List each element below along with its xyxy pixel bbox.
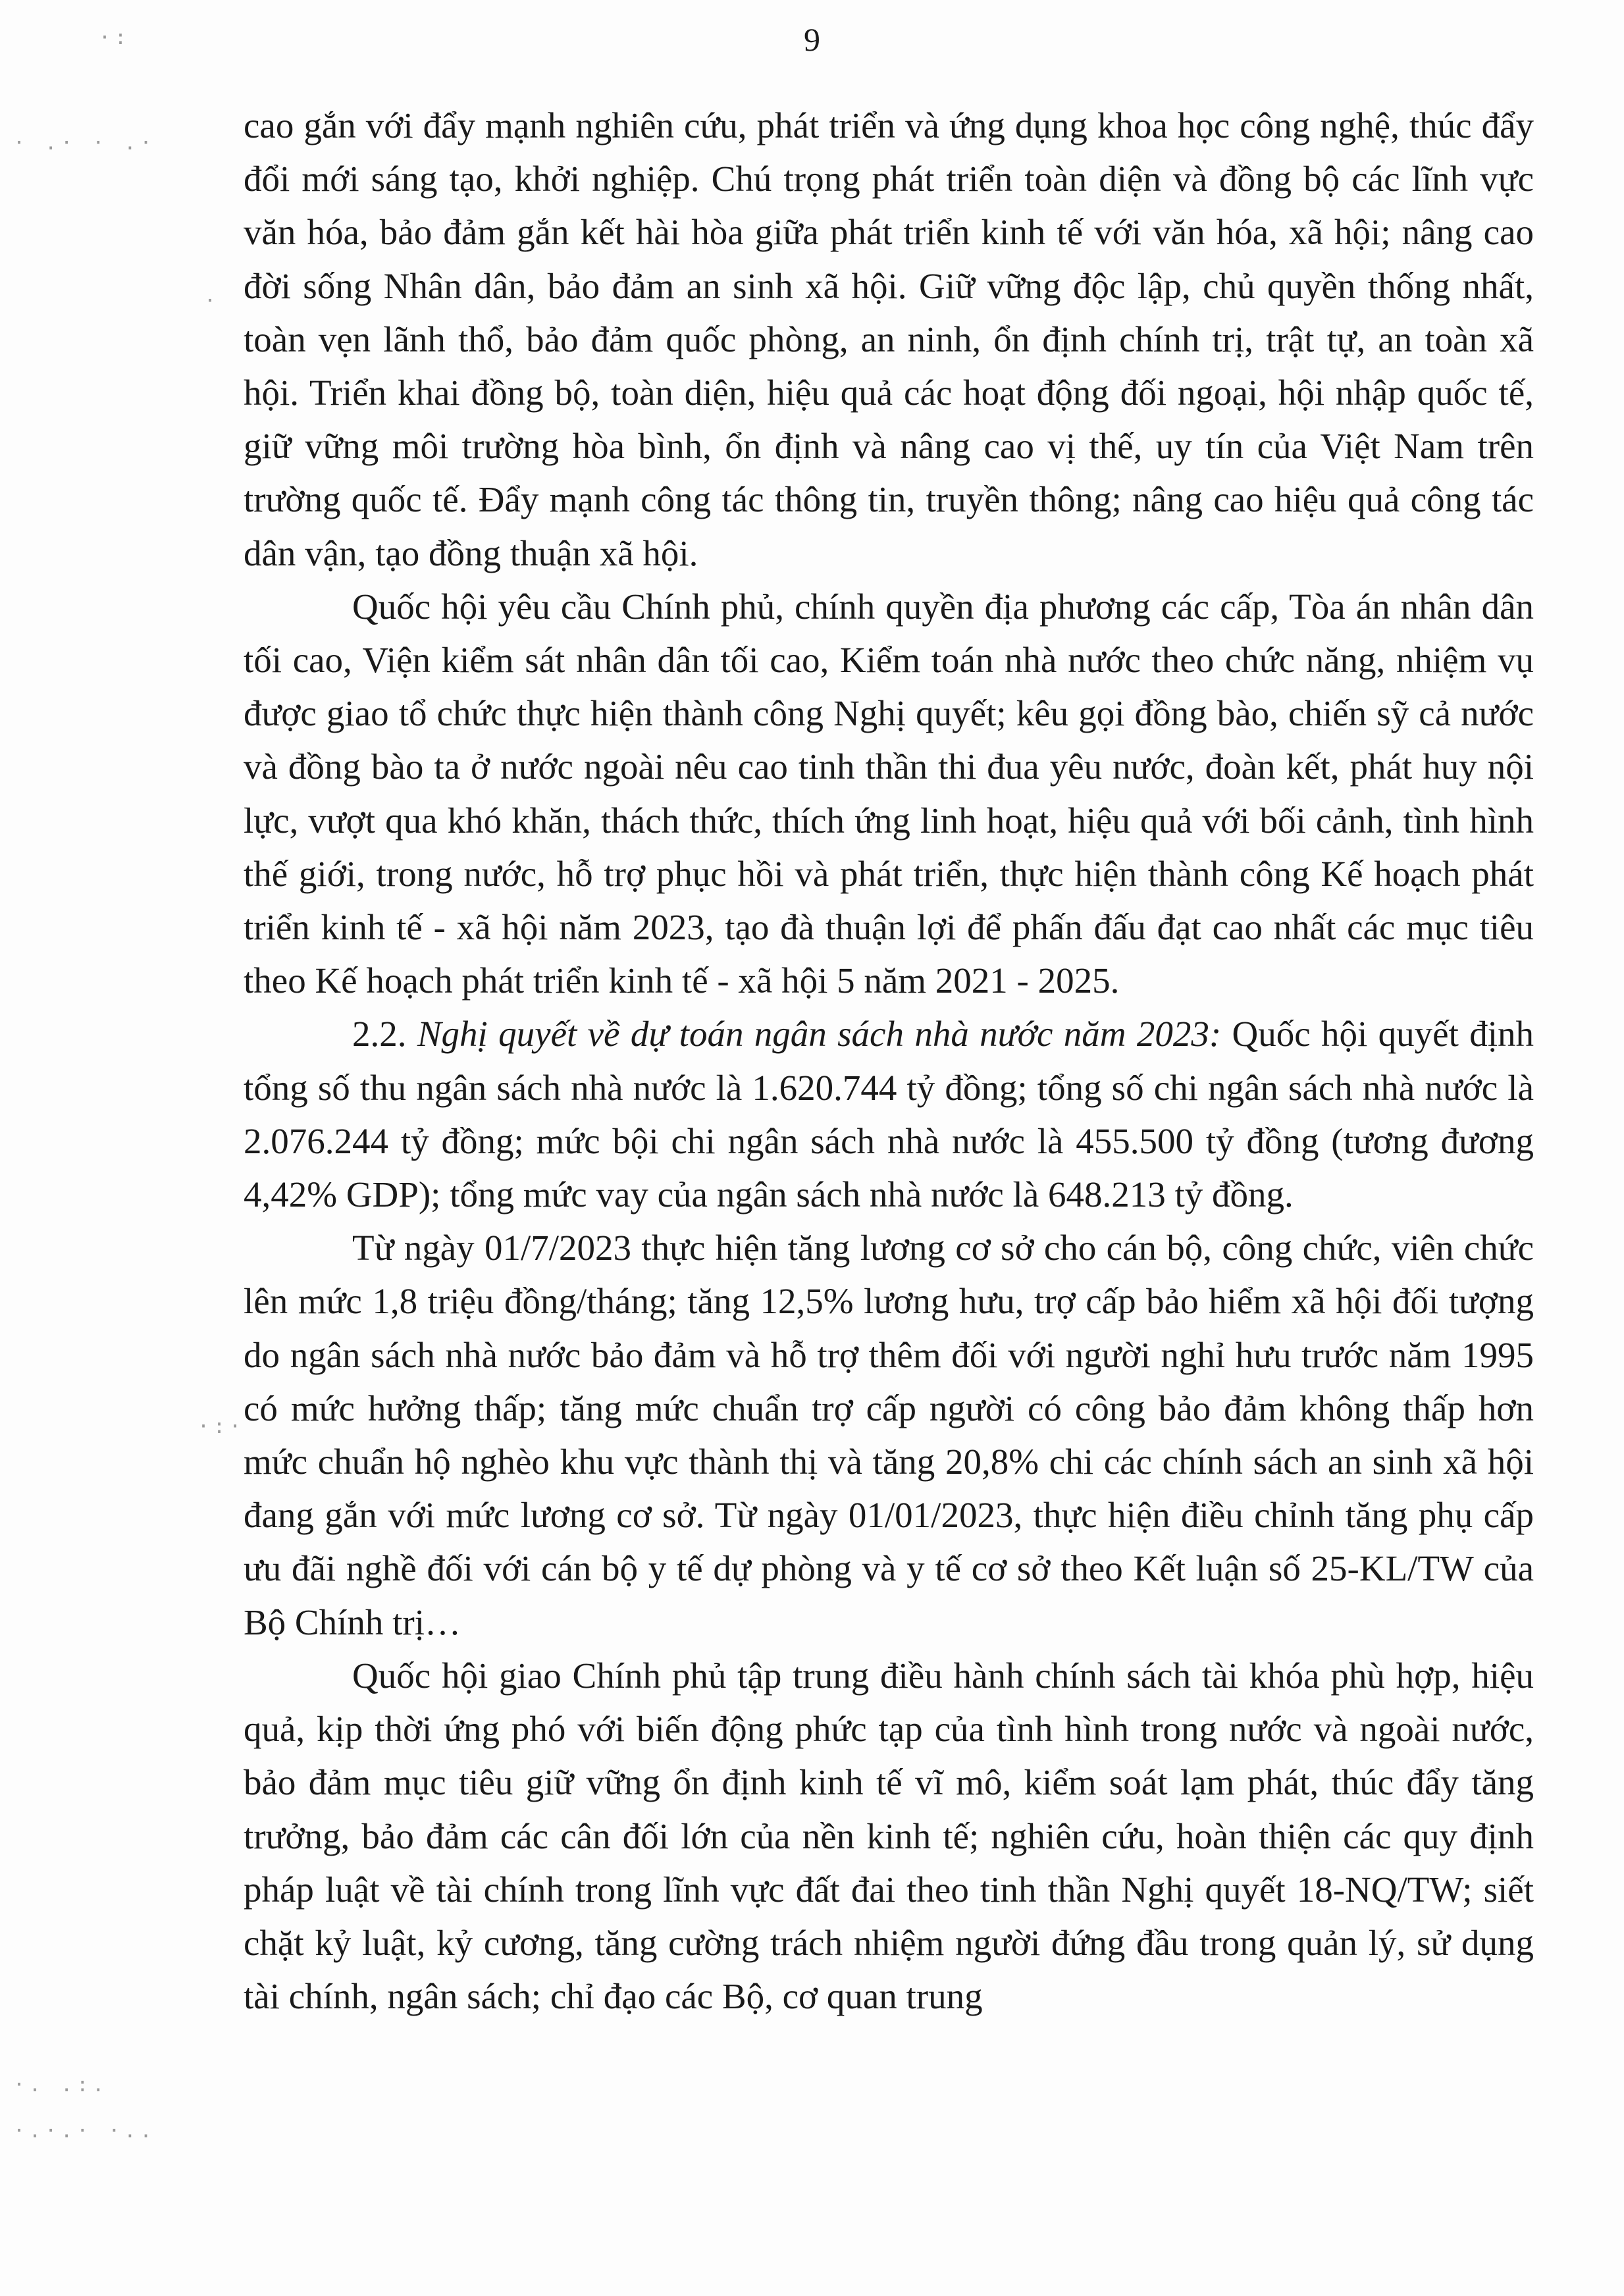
scan-speckle: ·:·: [197, 1415, 246, 1438]
section-number: 2.2.: [352, 1014, 407, 1055]
scan-speckle: ·.·.· ·..: [13, 2120, 156, 2143]
paragraph-national-assembly-request: Quốc hội yêu cầu Chính phủ, chính quyền địa phương các cấp, Tòa án nhân dân tối cao, Viện kiểm sát nhân dân tối cao, Kiểm toán nhà nước theo chức năng, nhiệm vụ được giao tổ chức thực hiện thành công Nghị quyết; kêu gọi đồng bào, chiến sỹ cả nước và đồng bào ta ở nước ngoài nêu cao tinh thần thi đua yêu nước, đoàn kết, phát huy nội lực, vượt qua khó khăn, thách thức, thích ứng linh hoạt, hiệu quả với bối cảnh, tình hình thế giới, trong nước, hỗ trợ phục hồi và phát triển, thực hiện thành công Kế hoạch phát triển kinh tế - xã hội năm 2023, tạo đà thuận lợi để phấn đấu đạt cao nhất các mục tiêu theo Kế hoạch phát triển kinh tế - xã hội 5 năm 2021 - 2025.: [244, 586, 1534, 1001]
section-heading: Nghị quyết về dự toán ngân sách nhà nước năm 2023:: [417, 1014, 1222, 1055]
body-text: [244, 99, 1534, 2023]
scan-speckle: ·. .:.: [13, 2074, 109, 2097]
paragraph-salary-increase: Từ ngày 01/7/2023 thực hiện tăng lương cơ sở cho cán bộ, công chức, viên chức lên mức 1,8 triệu đồng/tháng; tăng 12,5% lương hưu, trợ cấp bảo hiểm xã hội đối tượng do ngân sách nhà nước bảo đảm và hỗ trợ thêm đối với người nghỉ hưu trước năm 1995 có mức hưởng thấp; tăng mức chuẩn trợ cấp người có công bảo đảm không thấp hơn mức chuẩn hộ nghèo khu vực thành thị và tăng 20,8% chi các chính sách an sinh xã hội đang gắn với mức lương cơ sở. Từ ngày 01/01/2023, thực hiện điều chỉnh tăng phụ cấp ưu đãi nghề đối với cán bộ y tế dự phòng và y tế cơ sở theo Kết luận số 25-KL/TW của Bộ Chính trị…: [244, 1228, 1534, 1642]
section-text: Quốc hội quyết định tổng số thu ngân sách nhà nước là 1.620.744 tỷ đồng; tổng số chi ngân sách nhà nước là 2.076.244 tỷ đồng; mức bội chi ngân sách nhà nước là 455.500 tỷ đồng (tương đương 4,42% GDP); tổng mức vay của ngân sách nhà nước là 648.213 tỷ đồng.: [244, 1014, 1534, 1215]
page-number: 9: [804, 21, 820, 58]
scan-speckle: · .· · .·: [13, 132, 156, 155]
scan-speckle: ·: [204, 290, 221, 313]
paragraph-fiscal-policy: Quốc hội giao Chính phủ tập trung điều hành chính sách tài khóa phù hợp, hiệu quả, kịp thời ứng phó với biến động phức tạp của tình hình trong nước và ngoài nước, bảo đảm mục tiêu giữ vững ổn định kinh tế vĩ mô, kiểm soát lạm phát, thúc đẩy tăng trưởng, bảo đảm các cân đối lớn của nền kinh tế; nghiên cứu, hoàn thiện các quy định pháp luật về tài chính trong lĩnh vực đất đai theo tinh thần Nghị quyết 18-NQ/TW; siết chặt kỷ luật, kỷ cương, tăng cường trách nhiệm người đứng đầu trong quản lý, sử dụng tài chính, ngân sách; chỉ đạo các Bộ, cơ quan trung: [244, 1655, 1534, 2017]
paragraph-continuation: cao gắn với đẩy mạnh nghiên cứu, phát triển và ứng dụng khoa học công nghệ, thúc đẩy đổi mới sáng tạo, khởi nghiệp. Chú trọng phát triển toàn diện và đồng bộ các lĩnh vực văn hóa, bảo đảm gắn kết hài hòa giữa phát triển kinh tế với văn hóa, xã hội; nâng cao đời sống Nhân dân, bảo đảm an sinh xã hội. Giữ vững độc lập, chủ quyền thống nhất, toàn vẹn lãnh thổ, bảo đảm quốc phòng, an ninh, ổn định chính trị, trật tự, an toàn xã hội. Triển khai đồng bộ, toàn diện, hiệu quả các hoạt động đối ngoại, hội nhập quốc tế, giữ vững môi trường hòa bình, ổn định và nâng cao vị thế, uy tín của Việt Nam trên trường quốc tế. Đẩy mạnh công tác thông tin, truyền thông; nâng cao hiệu quả công tác dân vận, tạo đồng thuận xã hội.: [244, 105, 1534, 573]
scan-speckle: ·:: [99, 26, 131, 49]
paragraph-budget-resolution: [244, 1007, 1534, 1221]
